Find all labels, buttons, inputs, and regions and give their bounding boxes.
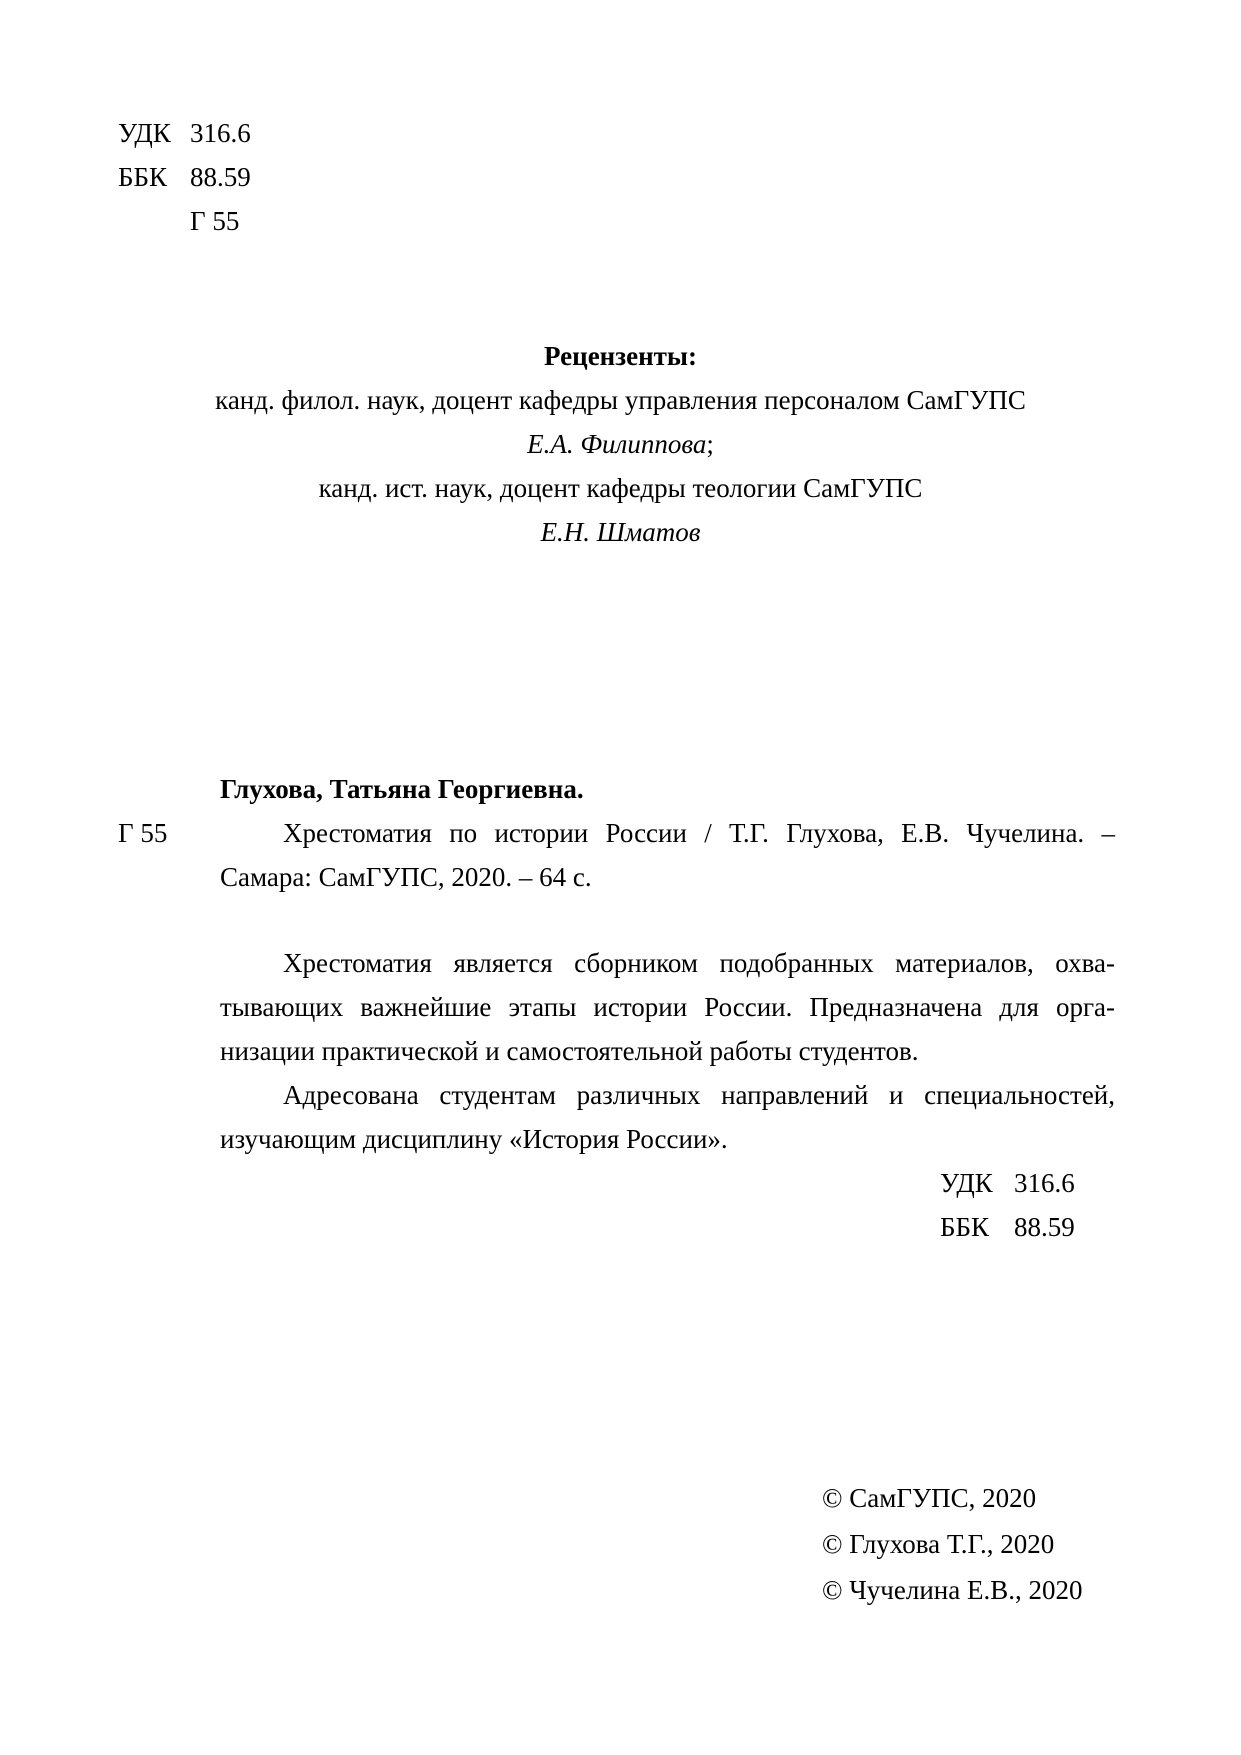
udk-code: 316.6 <box>190 118 251 148</box>
author-heading: Глухова, Татьяна Георгиевна. <box>220 774 584 804</box>
annotation-p1-line1: Хрестоматия является сборником подобранных материалов, охва- <box>283 948 1115 978</box>
annotation-p2-line2: изучающим дисциплину «История России». <box>220 1124 728 1154</box>
bbk-code: 88.59 <box>190 162 251 192</box>
bottom-bbk-label: ББК <box>940 1212 990 1242</box>
annotation-p1-line3: низации практической и самостоятельной работы студентов. <box>220 1036 919 1066</box>
bottom-bbk-code: 88.59 <box>1014 1212 1075 1242</box>
reviewer1-name: Е.А. Филиппова <box>527 429 707 459</box>
udk-label: УДК <box>118 118 171 148</box>
bottom-bbk-row <box>940 1205 1075 1249</box>
bbk-label: ББК <box>118 162 168 192</box>
annotation-p2-line1: Адресована студентам различных направлений и специальностей, <box>283 1080 1115 1110</box>
bottom-udk-row <box>940 1161 1075 1205</box>
copyright-line1: © СамГУПС, 2020 <box>822 1483 1037 1513</box>
bib-title-line1: Хрестоматия по истории России / Т.Г. Глухова, Е.В. Чучелина. – <box>283 818 1115 848</box>
reviewer1-separator: ; <box>706 429 714 459</box>
reviewer2-position: канд. ист. наук, доцент кафедры теологии СамГУПС <box>318 473 923 503</box>
reviewer2-name: Е.Н. Шматов <box>540 517 701 547</box>
copyright-line3: © Чучелина Е.В., 2020 <box>822 1575 1083 1605</box>
bib-author-mark: Г 55 <box>118 818 168 848</box>
bbk-row <box>118 155 251 199</box>
reviewer1-line <box>0 422 1241 466</box>
bib-title-line2: Самара: СамГУПС, 2020. – 64 с. <box>220 862 592 892</box>
udk-row <box>118 111 251 155</box>
annotation-p1-line2: тывающих важнейшие этапы истории России. Предназначена для орга- <box>220 992 1115 1022</box>
bottom-udk-code: 316.6 <box>1014 1168 1075 1198</box>
reviewer1-position: канд. филол. наук, доцент кафедры управления персоналом СамГУПС <box>215 385 1026 415</box>
author-mark: Г 55 <box>190 206 240 236</box>
copyright-line2: © Глухова Т.Г., 2020 <box>822 1529 1055 1559</box>
bottom-udk-label: УДК <box>940 1168 993 1198</box>
reviewers-heading: Рецензенты: <box>544 341 697 371</box>
